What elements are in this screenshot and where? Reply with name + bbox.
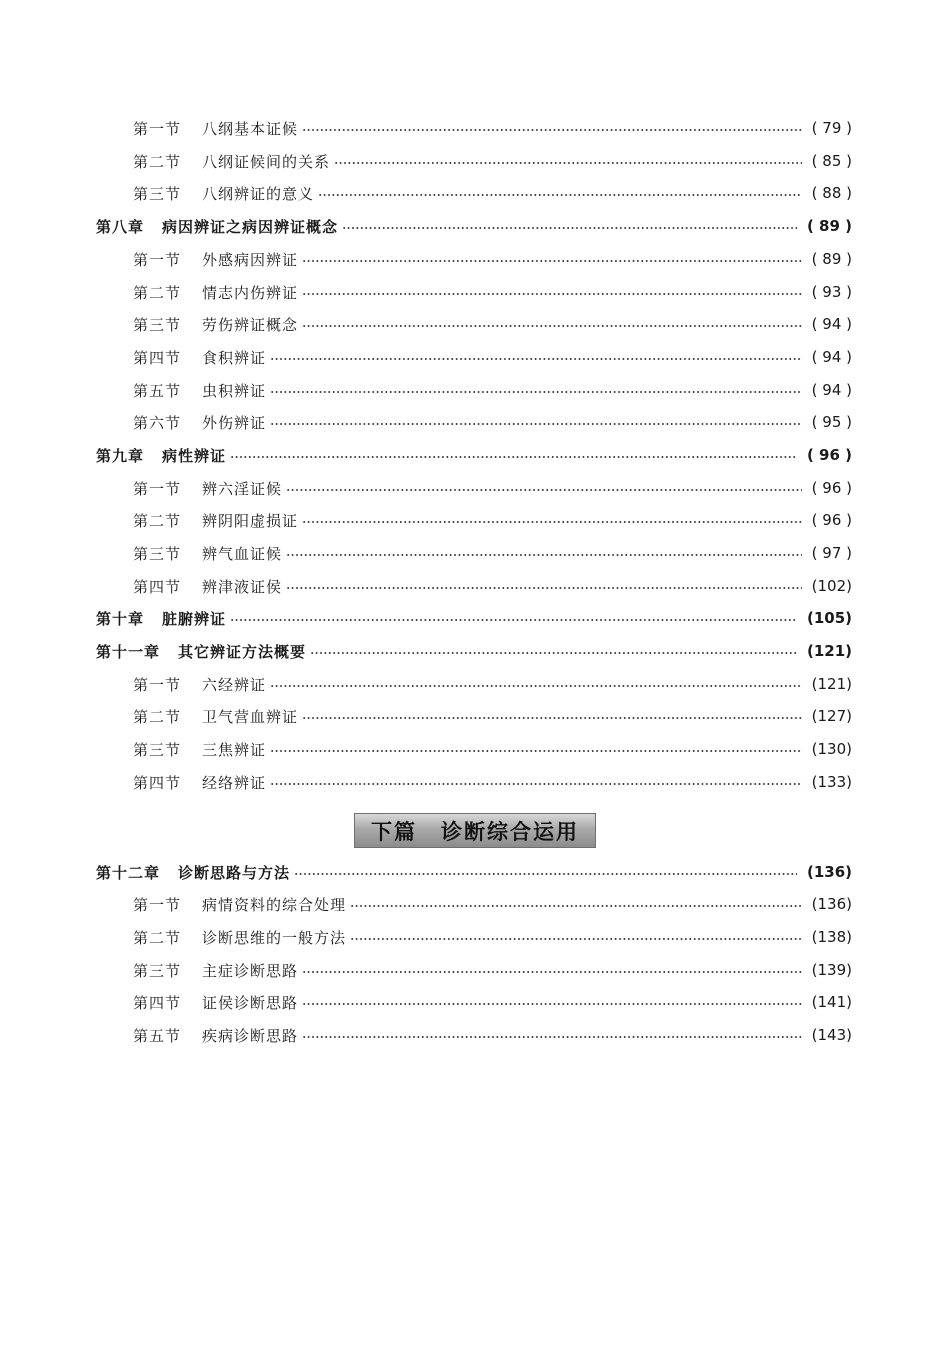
toc-entry-page: ( 79 ) [811,119,852,137]
toc-chapter-page: ( 96 ) [806,446,852,464]
toc-entry[interactable] [133,958,852,982]
toc-entry-page: ( 94 ) [811,381,852,399]
toc-chapter-page: (121) [806,642,852,660]
dot-leader [302,521,802,523]
toc-entry-title: 八纲辨证的意义 [202,184,315,203]
toc-entry-page: (139) [811,961,852,979]
toc-entry-page: ( 95 ) [811,413,852,431]
toc-entry-number: 第三节 [133,740,182,759]
toc-entry-title: 辨津液证侯 [202,577,283,596]
toc-entry-title: 主症诊断思路 [202,961,299,980]
toc-chapter[interactable] [96,860,852,884]
dot-leader [286,489,802,491]
toc-chapter-title: 诊断思路与方法 [178,863,291,882]
toc-entry-title: 虫积辨证 [202,381,267,400]
toc-entry[interactable] [133,574,852,598]
dot-leader [302,293,802,295]
toc-entry-page: (138) [811,928,852,946]
toc-entry-page: ( 93 ) [811,283,852,301]
toc-entry[interactable] [133,508,852,532]
dot-leader [270,391,802,393]
toc-chapter-number: 第十章 [96,609,145,628]
dot-leader [302,129,802,131]
toc-entry-title: 三焦辨证 [202,740,267,759]
toc-chapter-number: 第八章 [96,217,145,236]
toc-chapter-number: 第九章 [96,446,145,465]
dot-leader [270,685,802,687]
toc-chapter-number: 第十一章 [96,642,161,661]
toc-entry-number: 第三节 [133,184,182,203]
part-title: 诊断综合运用 [441,818,579,844]
toc-entry-page: (121) [811,675,852,693]
dot-leader [230,619,797,621]
toc-chapter[interactable] [96,443,852,467]
toc-entry[interactable] [133,345,852,369]
toc-entry-number: 第一节 [133,479,182,498]
toc-entry-title: 病情资料的综合处理 [202,895,347,914]
toc-entry-page: ( 89 ) [811,250,852,268]
toc-entry-title: 劳伤辨证概念 [202,315,299,334]
toc-entry[interactable] [133,737,852,761]
toc-entry-number: 第五节 [133,1026,182,1045]
dot-leader [310,652,797,654]
toc-entry-number: 第六节 [133,413,182,432]
dot-leader [302,325,802,327]
dot-leader [342,227,797,229]
toc-entry[interactable] [133,312,852,336]
toc-chapter-page: (105) [806,609,852,627]
toc-entry-number: 第一节 [133,895,182,914]
toc-entry-page: ( 94 ) [811,315,852,333]
toc-chapter[interactable] [96,606,852,630]
toc-entry-number: 第二节 [133,511,182,530]
toc-entry[interactable] [133,149,852,173]
toc-entry-number: 第三节 [133,961,182,980]
dot-leader [286,587,802,589]
dot-leader [318,194,802,196]
toc-entry[interactable] [133,116,852,140]
toc-entry-page: ( 88 ) [811,184,852,202]
toc-entry-number: 第二节 [133,707,182,726]
part-name: 下篇 [371,818,417,844]
dot-leader [302,971,802,973]
toc-chapter-title: 病因辨证之病因辨证概念 [162,217,339,236]
dot-leader [294,873,797,875]
toc-entry[interactable] [133,541,852,565]
toc-entry-page: ( 94 ) [811,348,852,366]
toc-entry[interactable] [133,704,852,728]
toc-entry-number: 第一节 [133,119,182,138]
toc-entry-title: 食积辨证 [202,348,267,367]
toc-entry-title: 辨气血证候 [202,544,283,563]
toc-entry-number: 第一节 [133,250,182,269]
toc-entry[interactable] [133,378,852,402]
toc-chapter-page: (136) [806,863,852,881]
toc-entry-number: 第二节 [133,928,182,947]
toc-entry-number: 第三节 [133,315,182,334]
toc-entry-title: 卫气营血辨证 [202,707,299,726]
dot-leader [270,358,802,360]
toc-entry[interactable] [133,770,852,794]
toc-entry-title: 八纲基本证候 [202,119,299,138]
toc-entry[interactable] [133,410,852,434]
dot-leader [302,260,802,262]
toc-entry-page: (130) [811,740,852,758]
toc-entry-page: ( 85 ) [811,152,852,170]
dot-leader [270,423,802,425]
toc-entry-page: ( 96 ) [811,511,852,529]
toc-entry-title: 外感病因辨证 [202,250,299,269]
dot-leader [302,1036,802,1038]
toc-entry-number: 第四节 [133,577,182,596]
toc-entry-title: 辨阴阳虚损证 [202,511,299,530]
toc-entry-title: 疾病诊断思路 [202,1026,299,1045]
dot-leader [230,456,797,458]
toc-entry[interactable] [133,672,852,696]
dot-leader [350,905,802,907]
toc-chapter-title: 病性辨证 [162,446,227,465]
toc-entry-title: 证侯诊断思路 [202,993,299,1012]
toc-entry-number: 第一节 [133,675,182,694]
toc-entry[interactable] [133,476,852,500]
toc-entry-page: (102) [811,577,852,595]
toc-entry-page: (133) [811,773,852,791]
toc-entry-title: 诊断思维的一般方法 [202,928,347,947]
toc-entry-number: 第二节 [133,283,182,302]
dot-leader [334,162,802,164]
toc-entry[interactable] [133,280,852,304]
toc-entry-number: 第四节 [133,993,182,1012]
toc-entry-title: 经络辨证 [202,773,267,792]
toc-entry-page: ( 96 ) [811,479,852,497]
toc-entry-page: (127) [811,707,852,725]
toc-chapter-title: 其它辨证方法概要 [178,642,307,661]
toc-chapter-page: ( 89 ) [806,217,852,235]
toc-entry-number: 第四节 [133,773,182,792]
dot-leader [302,717,802,719]
toc-entry[interactable] [133,892,852,916]
dot-leader [350,938,802,940]
toc-entry-title: 外伤辨证 [202,413,267,432]
toc-entry[interactable] [133,181,852,205]
toc-entry-title: 六经辨证 [202,675,267,694]
dot-leader [270,750,802,752]
toc-entry-title: 八纲证候间的关系 [202,152,331,171]
toc-entry[interactable] [133,990,852,1014]
toc-entry-page: ( 97 ) [811,544,852,562]
toc-entry-title: 辨六淫证候 [202,479,283,498]
toc-entry-page: (141) [811,993,852,1011]
toc-entry-number: 第二节 [133,152,182,171]
toc-entry-number: 第四节 [133,348,182,367]
part-banner [354,813,596,848]
toc-chapter[interactable] [96,639,852,663]
toc-entry-title: 情志内伤辨证 [202,283,299,302]
toc-entry-page: (136) [811,895,852,913]
toc-entry-page: (143) [811,1026,852,1044]
dot-leader [286,554,802,556]
dot-leader [270,783,802,785]
toc-entry[interactable] [133,925,852,949]
toc-entry-number: 第五节 [133,381,182,400]
toc-chapter-title: 脏腑辨证 [162,609,227,628]
dot-leader [302,1003,802,1005]
toc-chapter-number: 第十二章 [96,863,161,882]
toc-entry[interactable] [133,1023,852,1047]
toc-chapter[interactable] [96,214,852,238]
toc-entry[interactable] [133,247,852,271]
toc-entry-number: 第三节 [133,544,182,563]
